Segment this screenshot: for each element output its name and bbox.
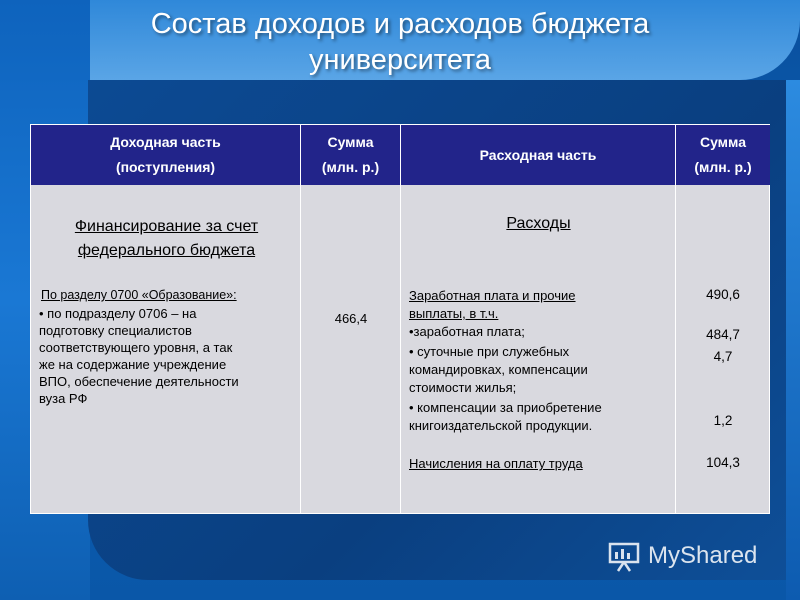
header-expense-sum-line2: (млн. р.) [694, 159, 752, 175]
expense-item: • суточные при служебных [409, 344, 570, 359]
header-income-sum [301, 125, 401, 185]
expense-sum-total-salary: 490,6 [706, 287, 740, 302]
header-expense-sum [676, 125, 770, 185]
header-expense-sum-line1: Сумма [699, 134, 746, 150]
header-income [31, 125, 301, 185]
expense-sum-cell [676, 185, 770, 514]
income-body-line: • по подразделу 0706 – на [39, 306, 197, 321]
watermark [606, 536, 757, 576]
expense-item: книгоиздательской продукции. [409, 418, 593, 433]
income-body-line: подготовку специалистов [39, 323, 192, 338]
income-body-line: вуза РФ [39, 391, 88, 406]
income-section-title: По разделу 0700 «Образование»: [41, 288, 237, 302]
income-title [39, 215, 294, 263]
expense-accruals: Начисления на оплату труда [409, 456, 583, 471]
header-income-sum-line2: (млн. р.) [321, 159, 380, 175]
expense-item: командировках, компенсации [409, 362, 588, 377]
presentation-icon [606, 538, 642, 574]
expense-salary-line2: выплаты, в т.ч. [409, 306, 499, 321]
right-strip [786, 80, 800, 600]
watermark-text: MyShared [648, 542, 758, 569]
slide-title-line2: университета [309, 44, 491, 76]
expense-sum-accruals: 104,3 [706, 455, 740, 470]
income-body-line: ВПО, обеспечение деятельности [39, 374, 239, 389]
header-income-line2: (поступления) [115, 159, 216, 175]
header-income-line1: Доходная часть [110, 134, 221, 150]
expense-item: • компенсации за приобретение [409, 400, 602, 415]
header-expense-label: Расходная часть [479, 146, 597, 163]
expense-sum-travel: 4,7 [713, 349, 733, 364]
expense-cell [401, 185, 676, 514]
header-expense [401, 125, 676, 185]
income-sum-value: 466,4 [334, 311, 368, 326]
expense-item: стоимости жилья; [409, 380, 517, 395]
expense-salary-line1: Заработная плата и прочие [409, 288, 576, 303]
budget-table [30, 124, 770, 514]
income-title-line1: Финансирование за счет [74, 218, 259, 235]
slide-title [0, 6, 800, 78]
header-income-sum-line1: Сумма [327, 134, 374, 150]
income-title-line2: федерального бюджета [77, 242, 256, 259]
expense-title: Расходы [506, 215, 571, 232]
expense-sum-books: 1,2 [713, 413, 733, 428]
slide-title-line1: Состав доходов и расходов бюджета [150, 8, 650, 40]
income-body-line: же на содержание учреждение [39, 357, 227, 372]
income-body-line: соответствующего уровня, а так [39, 340, 233, 355]
expense-sum-wages: 484,7 [706, 327, 740, 342]
income-section-body [39, 305, 294, 407]
income-cell [31, 185, 301, 514]
income-sum-cell [301, 185, 401, 514]
expense-item: •заработная плата; [409, 324, 525, 339]
